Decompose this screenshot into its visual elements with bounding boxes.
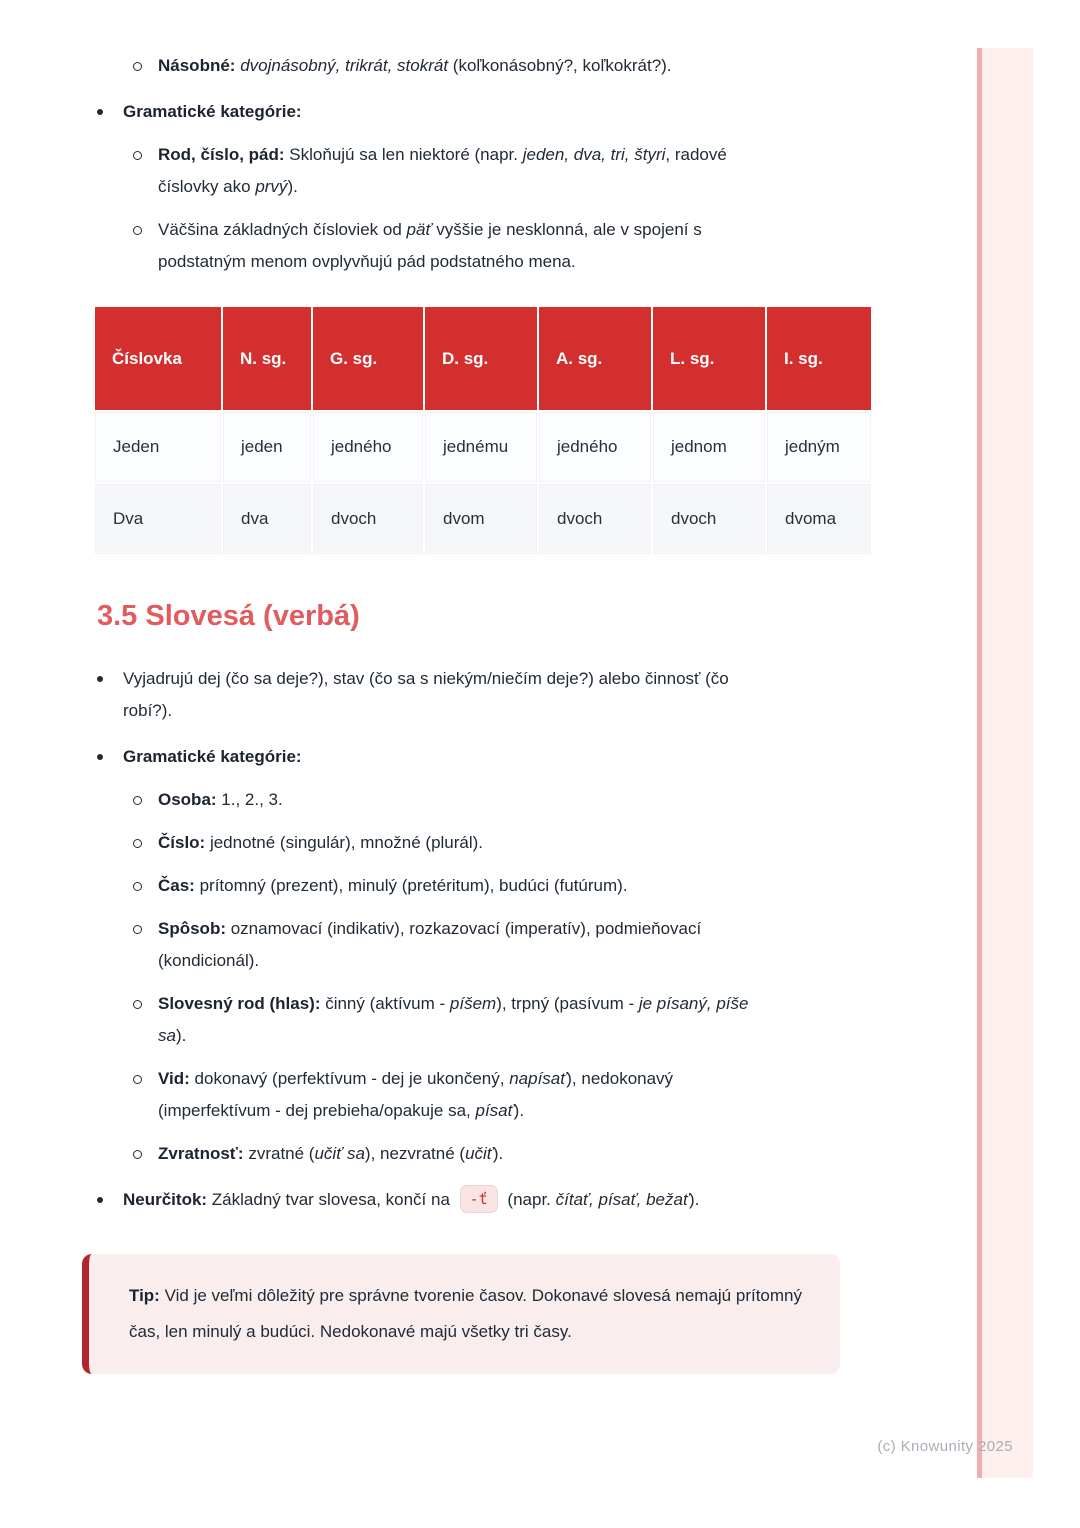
bullet-circle-icon [133,839,142,848]
list-item [95,870,895,902]
text-segment: Väčšina základných čísloviek od [158,220,407,239]
text-segment: prvý [255,177,288,196]
text-segment: Osoba: [158,790,222,809]
list-item-text [158,214,750,278]
list-item [95,663,895,727]
text-segment: Vyjadrujú dej (čo sa deje?), stav (čo sa s niekým/niečím deje?) alebo činnosť (čo robí?). [123,669,729,720]
table-header-cell: Číslovka [95,307,221,410]
text-segment: Skloňujú sa len niektoré (napr. [289,145,523,164]
table-cell: jednom [653,412,765,482]
text-segment: ). [688,1190,700,1209]
list-item [95,214,895,278]
bullet-dot-icon [97,109,103,115]
list-item-text [158,988,750,1052]
text-segment: Vid: [158,1069,195,1088]
text-segment: Číslo: [158,833,210,852]
text-segment: je písaný, píše sa [158,994,749,1045]
table-cell: Jeden [95,412,221,482]
list-item-text [158,784,283,816]
section-heading: 3.5 Slovesá (verbá) [97,600,360,632]
list-item [95,913,895,977]
list-item-text [158,50,672,82]
text-segment: Neurčitok: [123,1190,212,1209]
list-item [95,1063,895,1127]
bullet-circle-icon [133,796,142,805]
bullet-circle-icon [133,925,142,934]
text-segment: Násobné: [158,56,241,75]
text-segment: ). [513,1101,525,1120]
table-header-cell: G. sg. [313,307,423,410]
text-segment: napísať [509,1069,567,1088]
table-cell: dvoma [767,484,871,554]
declension-table [93,305,873,556]
text-segment: Slovesný rod (hlas): [158,994,326,1013]
text-segment: (napr. [502,1190,556,1209]
text-segment: Rod, číslo, pád: [158,145,290,164]
suffix-badge: -ť [460,1185,498,1213]
text-segment: Spôsob: [158,919,231,938]
bullet-circle-icon [133,151,142,160]
numerals-list [95,50,895,278]
text-segment: Čas: [158,876,200,895]
text-segment: Gramatické kategórie: [123,102,302,121]
list-item-text [123,741,302,773]
list-item-text [158,1138,503,1170]
tip-label: Tip: [129,1286,165,1305]
table-header-cell: N. sg. [223,307,311,410]
list-item [95,827,895,859]
text-segment: Gramatické kategórie: [123,747,302,766]
text-segment: Zvratnosť: [158,1144,249,1163]
list-item [95,1138,895,1170]
text-segment: činný (aktívum - [325,994,450,1013]
list-item [95,784,895,816]
bullet-circle-icon [133,1075,142,1084]
table-header-cell: A. sg. [539,307,651,410]
table-cell: dva [223,484,311,554]
table-cell: dvoch [539,484,651,554]
text-segment: dokonavý (perfektívum - dej je ukončený, [194,1069,510,1088]
table-header-cell: D. sg. [425,307,537,410]
tip-text: Vid je veľmi dôležitý pre správne tvorenie časov. Dokonavé slovesá nemajú prítomný čas, len minulý a budúci. Nedokonavé majú všetky tri časy. [129,1286,802,1341]
bullet-circle-icon [133,882,142,891]
text-segment: zvratné ( [248,1144,315,1163]
list-item-text [123,1184,699,1216]
list-item-text [158,1063,750,1127]
list-item [95,1184,895,1216]
list-item-text [158,870,628,902]
text-segment: ), nezvratné ( [364,1144,466,1163]
bullet-circle-icon [133,226,142,235]
bullet-dot-icon [97,676,103,682]
text-segment: , radové číslovky ako [158,145,727,196]
table-cell: dvoch [653,484,765,554]
text-segment: Základný tvar slovesa, končí na [211,1190,455,1209]
text-segment: ), nedokonavý (imperfektívum - dej prebieha/opakuje sa, [158,1069,674,1120]
table-cell: dvoch [313,484,423,554]
side-accent-bar [977,48,1033,1478]
text-segment: čítať, písať, bežať [555,1190,689,1209]
text-segment: vyššie je nesklonná, ale v spojení s podstatným menom ovplyvňujú pád podstatného mena. [158,220,702,271]
verbs-list [95,663,895,1216]
text-segment: písať [475,1101,514,1120]
text-segment: jednotné (singulár), množné (plurál). [209,833,484,852]
table-header-row [95,307,871,410]
table-cell: jedného [539,412,651,482]
text-segment: učiť [465,1144,493,1163]
text-segment: päť [406,220,432,239]
text-segment: (koľkonásobný?, koľkokrát?). [448,56,672,75]
bullet-circle-icon [133,1000,142,1009]
table-row [95,484,871,554]
table-row [95,412,871,482]
list-item [95,50,895,82]
text-segment: učiť sa [314,1144,365,1163]
list-item-text [123,663,735,727]
list-item-text [158,913,750,977]
text-segment: ). [492,1144,504,1163]
text-segment: prítomný (prezent), minulý (pretéritum), budúci (futúrum). [199,876,628,895]
table-cell: Dva [95,484,221,554]
list-item [95,96,895,128]
list-item-text [123,96,302,128]
table-cell: jedným [767,412,871,482]
list-item [95,741,895,773]
table-header-cell: L. sg. [653,307,765,410]
text-segment: ). [175,1026,187,1045]
bullet-dot-icon [97,754,103,760]
table-header-cell: I. sg. [767,307,871,410]
text-segment: dvojnásobný, trikrát, stokrát [240,56,449,75]
bullet-dot-icon [97,1197,103,1203]
text-segment: ). [287,177,298,196]
bullet-circle-icon [133,62,142,71]
text-segment: píšem [449,994,497,1013]
bullet-circle-icon [133,1150,142,1159]
list-item [95,988,895,1052]
list-item-text [158,827,483,859]
text-segment: oznamovací (indikativ), rozkazovací (imperatív), podmieňovací (kondicionál). [158,919,702,970]
list-item-text [158,139,750,203]
page-footer: (c) Knowunity 2025 [877,1438,1013,1455]
table-cell: jedného [313,412,423,482]
list-item [95,139,895,203]
text-segment: ), trpný (pasívum - [496,994,639,1013]
table-cell: dvom [425,484,537,554]
text-segment: 1., 2., 3. [221,790,283,809]
table-cell: jeden [223,412,311,482]
tip-box [82,1254,840,1374]
document-content [95,50,895,1374]
text-segment: jeden, dva, tri, štyri [522,145,666,164]
table-cell: jednému [425,412,537,482]
